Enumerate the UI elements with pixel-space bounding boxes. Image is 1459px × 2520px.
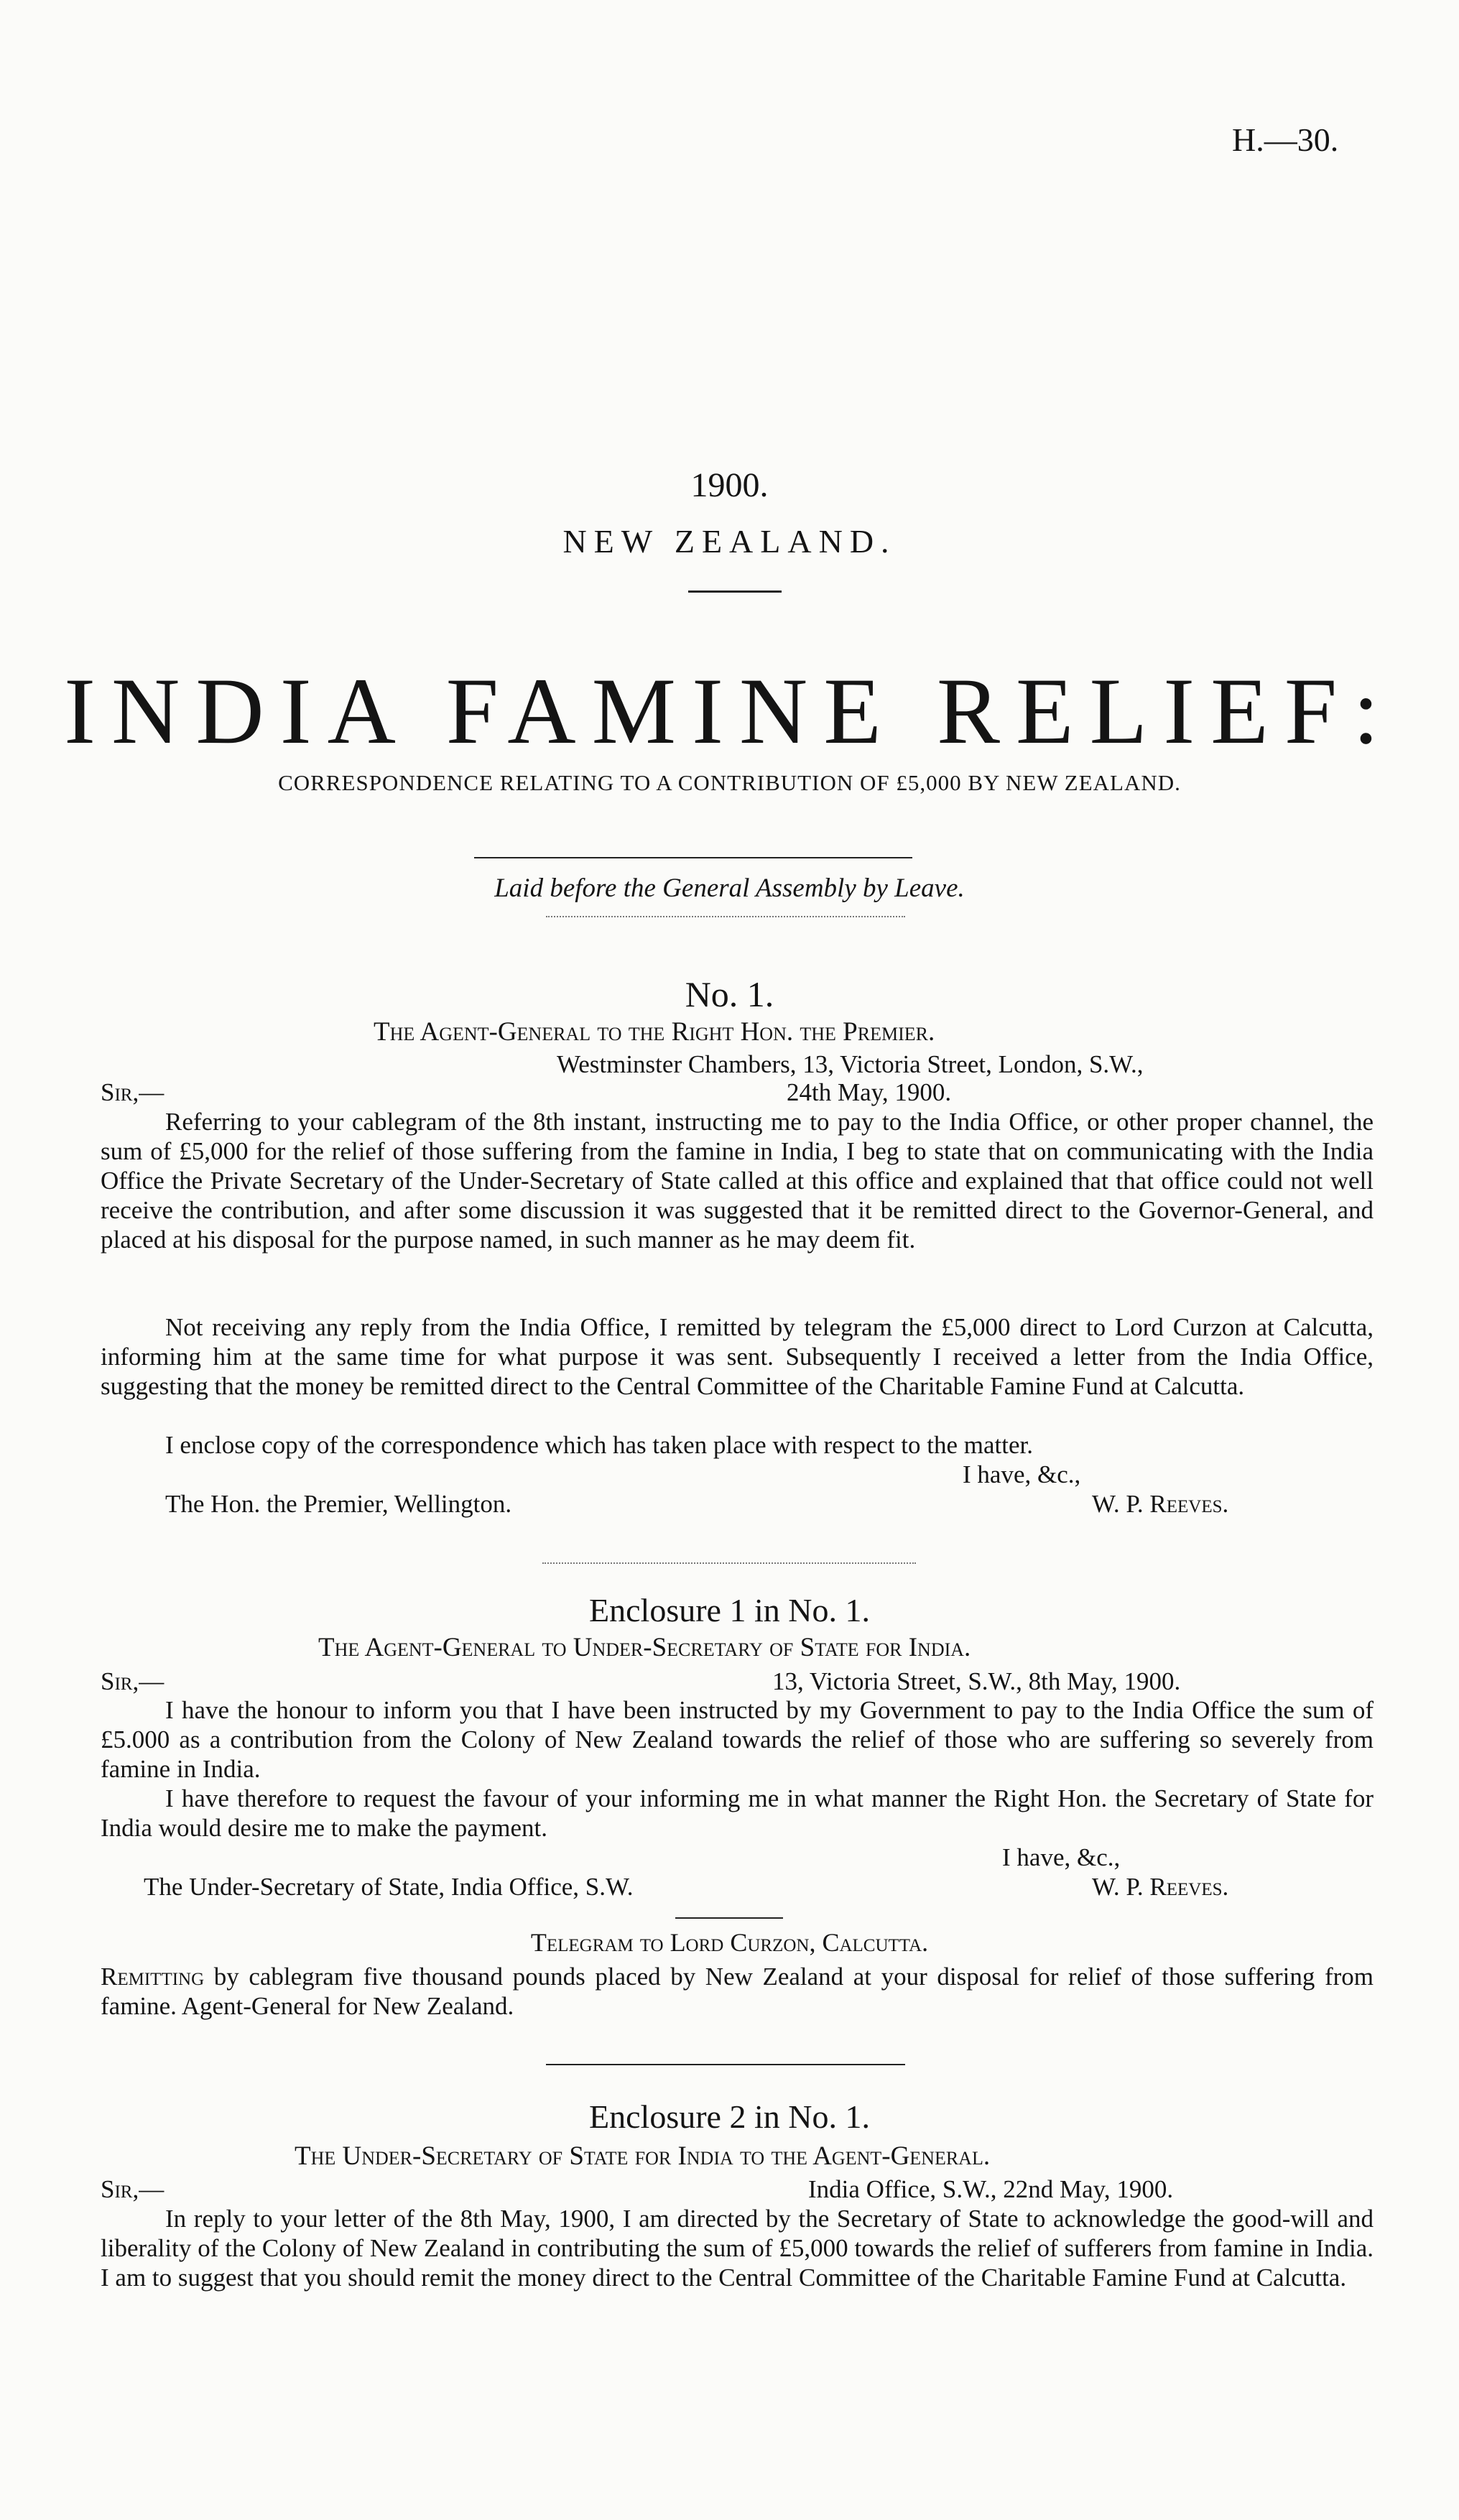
no1-salutation: Sir,— [101, 1078, 165, 1106]
no1-paragraph-3: I enclose copy of the correspondence which has taken place with respect to the matter. [165, 1431, 1033, 1459]
encl2-address-date: India Office, S.W., 22nd May, 1900. [808, 2175, 1174, 2203]
no1-heading: No. 1. [685, 974, 774, 1014]
title-rule [688, 590, 782, 593]
no1-paragraph-1: Referring to your cablegram of the 8th instant, instructing me to pay to the India Office, or other proper channel, the sum of £5,000 for the relief of those suffering from the famine in India, I beg to state that on communicating with the India Office the Private Secretary of the Under-Secretary of State called at this office and explained that that office could not well receive the contribution, and after some discussion it was suggested that it be remitted direct to the Governor-General, and placed at his disposal for the purpose named, in such manner as he may deem fit. [101, 1108, 1374, 1254]
encl1-addressee: The Under-Secretary of State, India Office, S.W. [144, 1873, 634, 1901]
section-divider-1 [542, 1562, 916, 1564]
no1-paragraph-2: Not receiving any reply from the India Office, I remitted by telegram the £5,000 direct to Lord Curzon at Calcutta, informing him at the same time for what purpose it was sent. Subsequently I received a letter from the India Office, suggesting that the money be remitted direct to the Central Committee of the Charitable Famine Fund at Calcutta. [101, 1313, 1374, 1400]
encl1-heading: Enclosure 1 in No. 1. [589, 1592, 870, 1629]
main-title: INDIA FAMINE RELIEF: [64, 658, 1395, 764]
encl1-signature: W. P. Reeves. [1092, 1873, 1229, 1901]
encl2-heading: Enclosure 2 in No. 1. [589, 2098, 870, 2135]
no1-date: 24th May, 1900. [787, 1078, 952, 1106]
telegram-text: by cablegram five thousand pounds placed by New Zealand at your disposal for relief of those suffering from famine. Agent-General for New Zealand. [101, 1963, 1374, 2020]
encl2-salutation: Sir,— [101, 2175, 165, 2203]
encl1-salutation: Sir,— [101, 1667, 165, 1695]
laid-before: Laid before the General Assembly by Leave. [494, 874, 965, 903]
encl1-closing: I have, &c., [1002, 1843, 1121, 1871]
year: 1900. [690, 466, 769, 504]
encl1-from-to: The Agent-General to Under-Secretary of State for India. [318, 1633, 971, 1662]
no1-address: Westminster Chambers, 13, Victoria Street, London, S.W., [557, 1050, 1144, 1078]
encl2-from-to: The Under-Secretary of State for India to the Agent-General. [295, 2141, 991, 2171]
encl2-paragraph-1: In reply to your letter of the 8th May, 1900, I am directed by the Secretary of State to acknowledge the good-will and liberality of the Colony of New Zealand in contributing the sum of £5,000 towards the relief of sufferers from famine in India. I am to suggest that you should remit the money direct to the Central Committee of the Charitable Famine Fund at Calcutta. [101, 2205, 1374, 2292]
no1-signature: W. P. Reeves. [1092, 1490, 1229, 1518]
telegram-body [101, 1962, 1374, 2021]
telegram-lead-word: Remitting [101, 1963, 205, 1991]
page-reference: H.—30. [1232, 121, 1339, 158]
laid-before-rule-bottom [546, 916, 905, 917]
no1-closing: I have, &c., [963, 1460, 1081, 1488]
subtitle: CORRESPONDENCE RELATING TO A CONTRIBUTION OF £5,000 BY NEW ZEALAND. [278, 770, 1181, 795]
encl1-paragraph-1: I have the honour to inform you that I have been instructed by my Government to pay to the India Office the sum of £5.000 as a contribution from the Colony of New Zealand towards the relief of those who are suffering so severely from famine in India. [101, 1696, 1374, 1783]
telegram-heading: Telegram to Lord Curzon, Calcutta. [530, 1928, 929, 1957]
telegram-rule [675, 1917, 783, 1919]
no1-addressee: The Hon. the Premier, Wellington. [165, 1490, 512, 1518]
encl1-paragraph-2: I have therefore to request the favour of your informing me in what manner the Right Hon. the Secretary of State for India would desire me to make the payment. [101, 1784, 1374, 1842]
section-divider-2 [546, 2064, 905, 2065]
laid-before-rule-top [474, 857, 912, 858]
encl1-address-date: 13, Victoria Street, S.W., 8th May, 1900. [772, 1667, 1181, 1695]
no1-from-to: The Agent-General to the Right Hon. the Premier. [374, 1017, 935, 1047]
country: NEW ZEALAND. [562, 523, 897, 560]
